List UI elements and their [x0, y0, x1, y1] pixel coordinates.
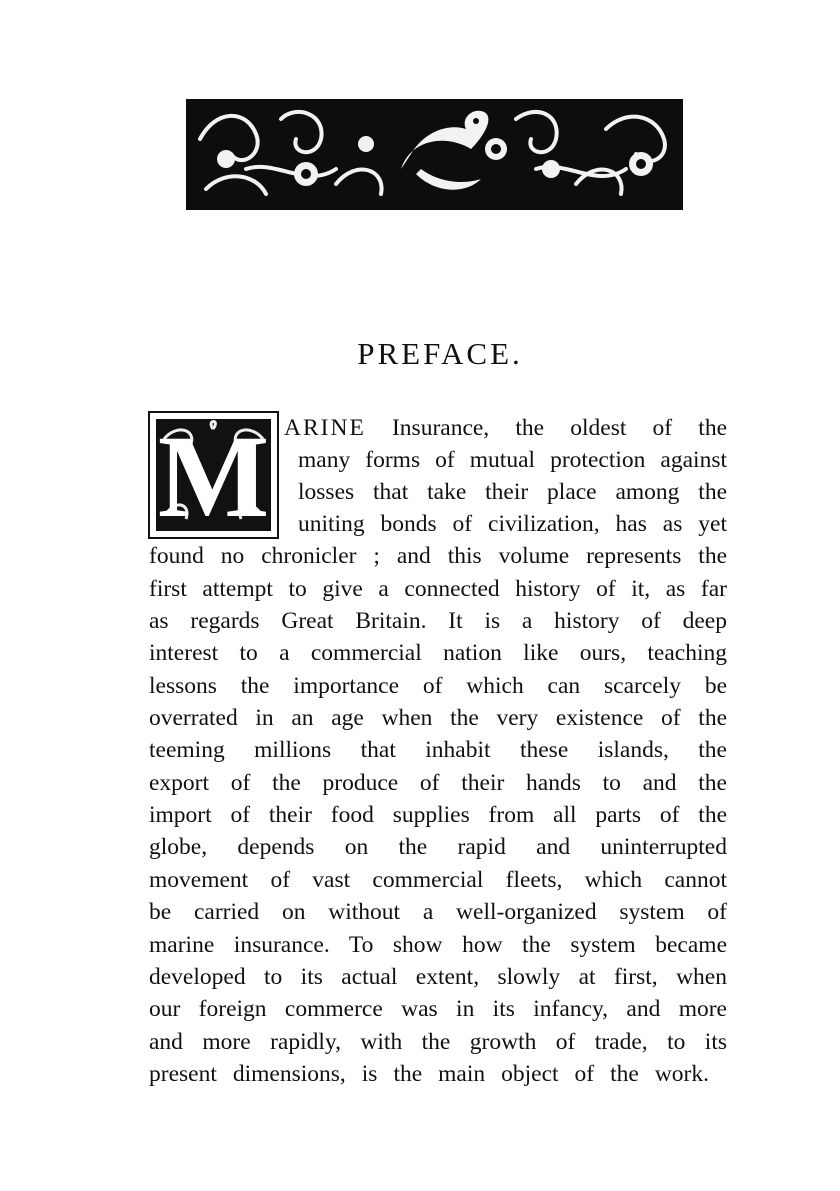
text-line: overrated in an age when the very existence of the: [149, 705, 727, 731]
text-line: uniting bonds of civilization, has as yet: [298, 511, 727, 537]
first-line-text: Insurance, the oldest of the: [365, 415, 727, 441]
text-line: lessons the importance of which can scarcely be: [149, 673, 727, 699]
text-line: movement of vast commercial fleets, which cannot: [149, 867, 727, 893]
text-line: globe, depends on the rapid and uninterrupted: [149, 834, 727, 860]
text-line: first attempt to give a connected history of it, as far: [149, 576, 727, 602]
drop-cap-letter: M: [157, 419, 270, 531]
floral-dragon-ornament-icon: [186, 99, 683, 210]
text-line: teeming millions that inhabit these islands, the: [149, 737, 727, 763]
page-title: PREFACE.: [357, 336, 523, 371]
text-line: be carried on without a well-organized system of: [149, 899, 727, 925]
text-line: [284, 412, 727, 444]
text-line: developed to its actual extent, slowly at first, when: [149, 964, 727, 990]
text-line: our foreign commerce was in its infancy, and more: [149, 996, 727, 1022]
text-line: import of their food supplies from all parts of the: [149, 802, 727, 828]
text-line: losses that take their place among the: [298, 479, 727, 505]
text-line: found no chronicler ; and this volume represents the: [149, 543, 727, 569]
text-line: interest to a commercial nation like ours, teaching: [149, 640, 727, 666]
ornamental-headpiece: [186, 99, 683, 210]
text-line: and more rapidly, with the growth of trade, to its: [149, 1029, 727, 1055]
text-line: many forms of mutual protection against: [298, 447, 727, 473]
text-line: as regards Great Britain. It is a history of deep: [149, 608, 727, 634]
text-line: marine insurance. To show how the system became: [149, 932, 727, 958]
drop-cap-initial: [148, 411, 279, 539]
text-line: present dimensions, is the main object of the work.: [149, 1061, 709, 1087]
text-line: export of the produce of their hands to and the: [149, 770, 727, 796]
first-word-small-caps: ARINE: [284, 415, 366, 441]
